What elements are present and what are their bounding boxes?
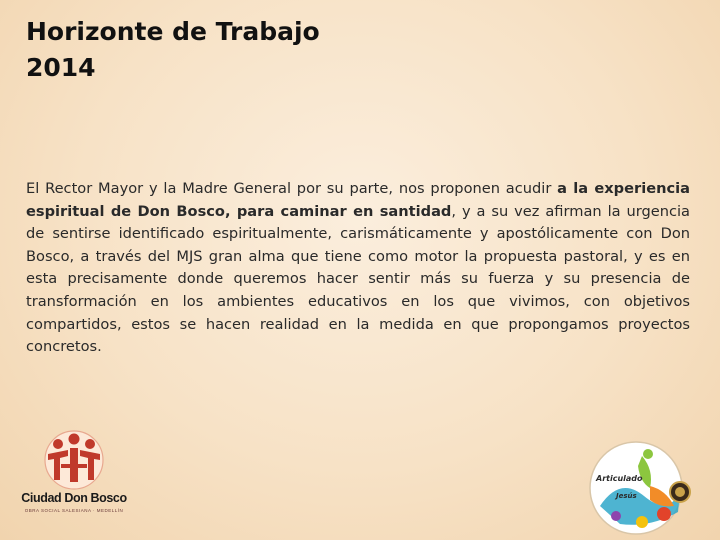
body-paragraph bbox=[26, 178, 690, 359]
logo-brand-name: Ciudad Don Bosco bbox=[21, 491, 127, 505]
body-bold-phrase: a la experiencia espiritual de Don Bosco, para caminar en santidad bbox=[26, 180, 690, 220]
body-text-part-2: , y a su vez afirman la urgencia de sentirse identificado espiritualmente, carismáticamente y apostólicamente con Don Bosco, a través del MJS gran alma que tiene como motor la propuesta pastoral, y es en esta precisamente donde queremos hacer sentir más su fuerza y su presencia de transformación en los ambientes educativos en los que vivimos, con objetivos compartidos, estos se hacen realidad en la medida en que propongamos proyectos concretos. bbox=[26, 202, 690, 356]
slide-title bbox=[26, 14, 320, 86]
title-line-2: 2014 bbox=[26, 53, 96, 82]
title-line-1: Horizonte de Trabajo bbox=[26, 17, 320, 46]
emblem-text-line-2: Jesús bbox=[616, 492, 637, 500]
articulado-jesus-emblem bbox=[580, 436, 696, 536]
emblem-text-line-1: Articulado bbox=[596, 474, 643, 483]
body-text-part-1: El Rector Mayor y la Madre General por su parte, nos proponen acudir bbox=[26, 180, 558, 197]
logo-tagline: OBRA SOCIAL SALESIANA · MEDELLÍN bbox=[24, 508, 124, 513]
colorful-circle-emblem-icon bbox=[580, 436, 696, 536]
people-figures-icon bbox=[14, 428, 134, 490]
ciudad-don-bosco-logo bbox=[14, 428, 134, 522]
